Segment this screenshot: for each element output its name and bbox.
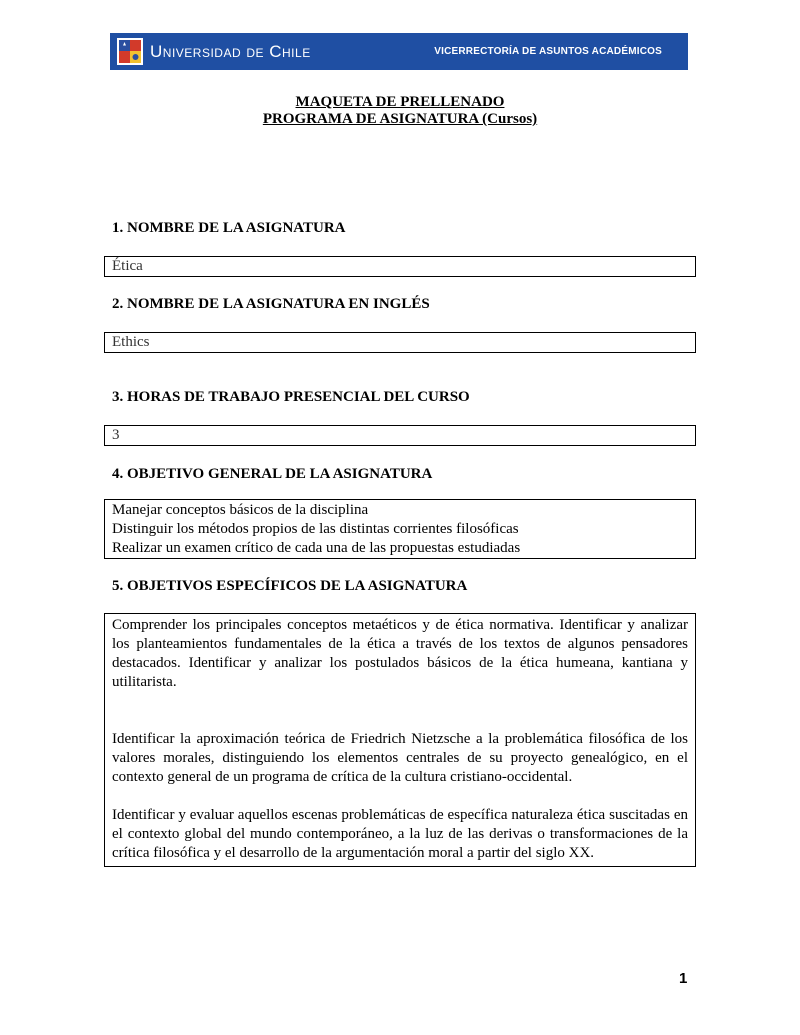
section-5-heading: 5. OBJETIVOS ESPECÍFICOS DE LA ASIGNATURA	[112, 578, 468, 594]
course-name-english-value: Ethics	[112, 334, 150, 350]
header-banner	[110, 33, 688, 70]
general-objective-line: Distinguir los métodos propios de las distintas corrientes filosóficas	[112, 521, 519, 537]
specific-objective-paragraph: Identificar y evaluar aquellos escenas problemáticas de específica naturaleza ética suscitadas en el contexto global del mundo contemporáneo, a la luz de las derivas o transformaciones de la crítica filosófica y el desarrollo de la argumentación moral a partir del siglo XX.	[112, 807, 688, 861]
section-4-heading: 4. OBJETIVO GENERAL DE LA ASIGNATURA	[112, 466, 433, 482]
course-name-field	[104, 256, 696, 277]
course-name-english-field	[104, 332, 696, 353]
contact-hours-value: 3	[112, 427, 120, 443]
contact-hours-field	[104, 425, 696, 446]
specific-objective-paragraph: Comprender los principales conceptos metaéticos y de ética normativa. Identificar y analizar los planteamientos fundamentales de la ética a través de los textos de algunos pensadores destacados. Identificar y analizar los postulados básicos de la ética humeana, kantiana y utilitarista.	[112, 617, 688, 690]
section-3-heading: 3. HORAS DE TRABAJO PRESENCIAL DEL CURSO	[112, 389, 470, 405]
specific-objective-paragraph: Identificar la aproximación teórica de Friedrich Nietzsche a la problemática filosófica de los valores morales, distinguiendo los elementos centrales de su proyecto genealógico, en el contexto general de un programa de crítica de la cultura cristiano-occidental.	[112, 731, 688, 785]
title-line-2: PROGRAMA DE ASIGNATURA (Cursos)	[262, 111, 538, 127]
page-number: 1	[679, 970, 688, 987]
specific-objectives-box	[104, 613, 696, 867]
title-line-1: MAQUETA DE PRELLENADO	[295, 94, 505, 110]
general-objective-line: Realizar un examen crítico de cada una de las propuestas estudiadas	[112, 540, 521, 556]
section-2-heading: 2. NOMBRE DE LA ASIGNATURA EN INGLÉS	[112, 296, 430, 312]
section-1-heading: 1. NOMBRE DE LA ASIGNATURA	[112, 220, 346, 236]
academic-unit-name: VICERRECTORÍA DE ASUNTOS ACADÉMICOS	[434, 46, 662, 57]
course-name-value: Ética	[112, 258, 143, 274]
university-crest-icon	[116, 37, 144, 66]
document-title	[0, 94, 800, 128]
general-objective-line: Manejar conceptos básicos de la disciplina	[112, 502, 369, 518]
university-name: Universidad de Chile	[150, 42, 311, 61]
general-objective-box	[104, 499, 696, 559]
